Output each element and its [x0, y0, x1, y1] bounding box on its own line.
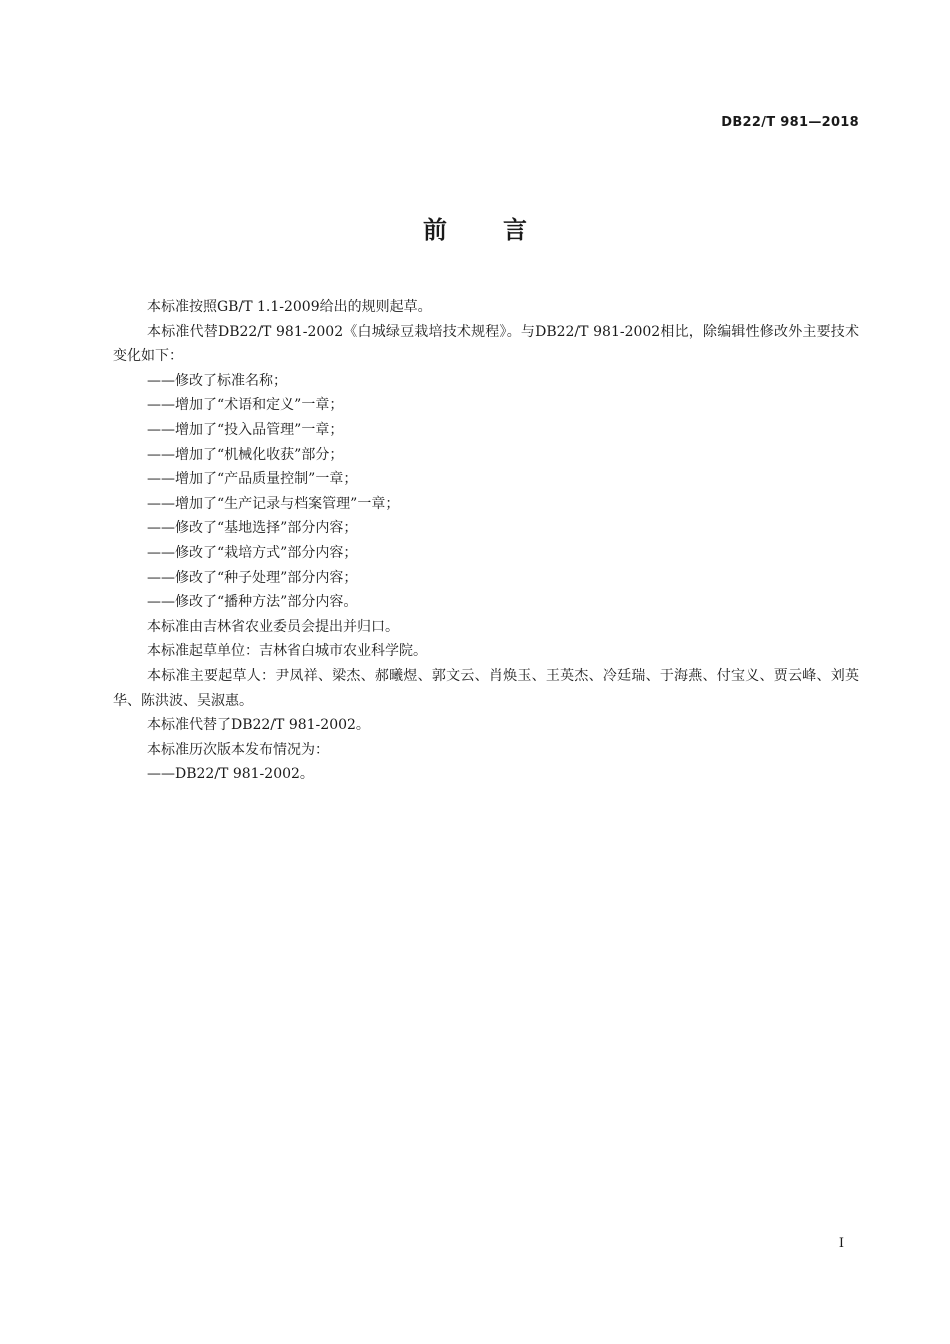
change-item: ——增加了“投入品管理”一章；: [147, 421, 344, 438]
paragraph-proposer: 本标准由吉林省农业委员会提出并归口。: [147, 618, 399, 635]
change-item: ——修改了“播种方法”部分内容。: [147, 594, 358, 611]
document-code: DB22/T 981—2018: [721, 115, 859, 130]
change-item: ——修改了标准名称；: [147, 372, 287, 389]
paragraph-drafting-rules: 本标准按照GB/T 1.1-2009给出的规则起草。: [147, 299, 432, 315]
page-title: 前言: [423, 216, 583, 244]
change-item: ——修改了“栽培方式”部分内容；: [147, 544, 358, 561]
change-item: ——增加了“生产记录与档案管理”一章；: [147, 495, 400, 512]
paragraph-replaces: 本标准代替了DB22/T 981-2002。: [147, 717, 370, 734]
paragraph-drafting-unit: 本标准起草单位：吉林省白城市农业科学院。: [147, 643, 427, 660]
change-item: ——增加了“机械化收获”部分；: [147, 446, 344, 463]
page-number: I: [838, 1236, 844, 1251]
change-item: ——增加了“产品质量控制”一章；: [147, 471, 358, 488]
change-item: ——修改了“种子处理”部分内容；: [147, 569, 358, 586]
foreword-body: [113, 295, 859, 787]
paragraph-drafters: 本标准主要起草人：尹凤祥、梁杰、郝曦煜、郭文云、肖焕玉、王英杰、冷廷瑞、于海燕、付宝义、贾云峰、刘英华、陈洪波、吴淑惠。: [113, 667, 859, 709]
paragraph-history: 本标准历次版本发布情况为：: [147, 741, 329, 758]
change-item: ——修改了“基地选择”部分内容；: [147, 520, 358, 537]
history-item: ——DB22/T 981-2002。: [147, 766, 314, 783]
paragraph-replacement: 本标准代替DB22/T 981-2002《白城绿豆栽培技术规程》。与DB22/T 981-2002相比，除编辑性修改外主要技术变化如下：: [113, 323, 859, 365]
change-item: ——增加了“术语和定义”一章；: [147, 397, 344, 414]
